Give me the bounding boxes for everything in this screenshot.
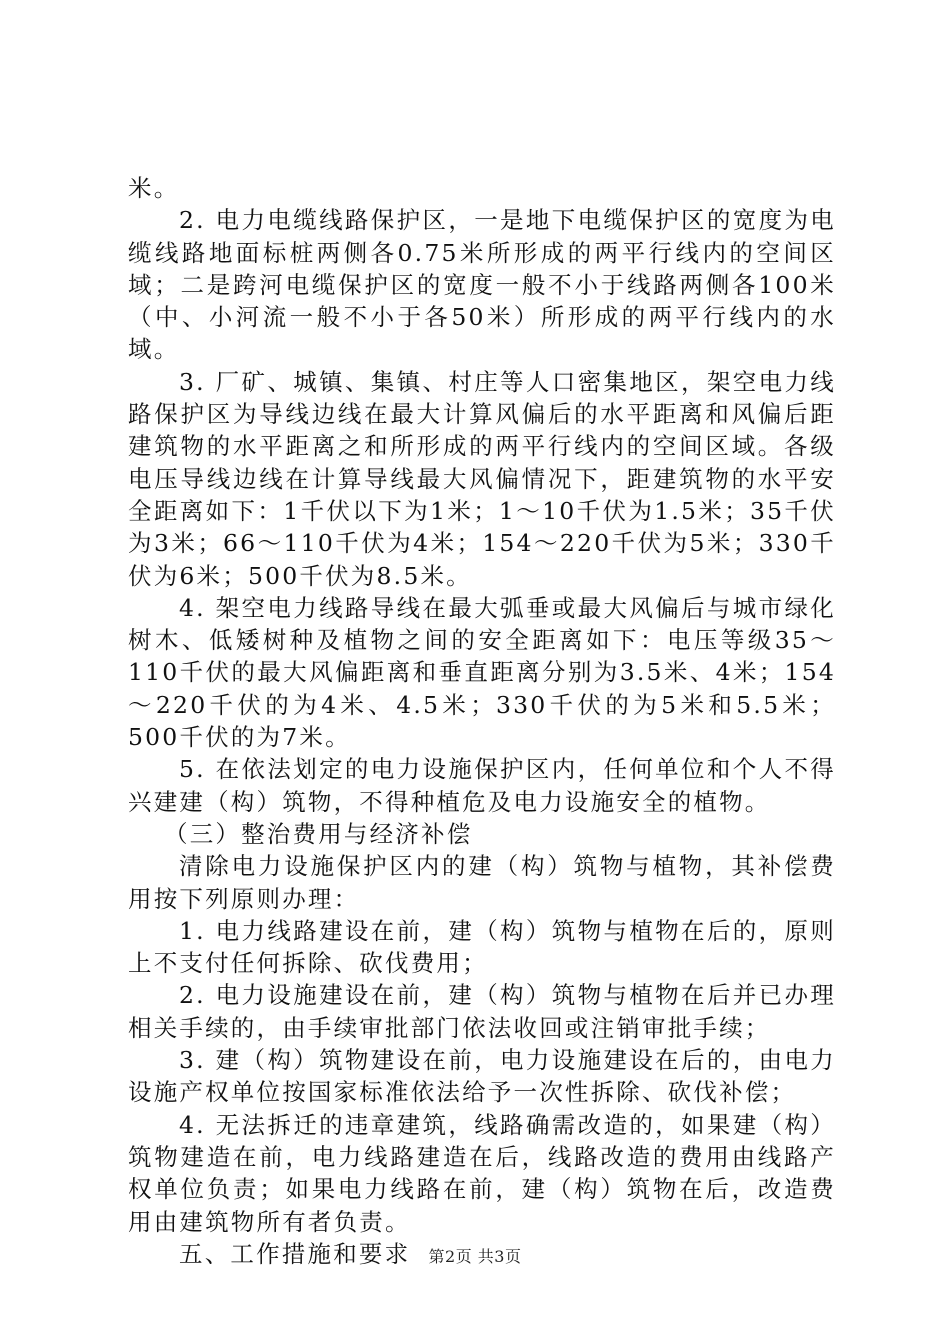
paragraph-rule-4: 4. 无法拆迁的违章建筑，线路确需改造的，如果建（构）筑物建造在前，电力线路建造在后，线路改造的费用由线路产权单位负责；如果电力线路在前，建（构）筑物在后，改造费用由建筑物所有者负责。 xyxy=(128,1110,836,1236)
paragraph-cable-protection: 2. 电力电缆线路保护区，一是地下电缆保护区的宽度为电缆线路地面标桩两侧各0.75米所形成的两平行线内的空间区域；二是跨河电缆保护区的宽度一般不小于线路两侧各100米（中、小河流一般不小于各50米）所形成的两平行线内的水域。 xyxy=(128,206,836,364)
paragraph-rule-2: 2. 电力设施建设在前，建（构）筑物与植物在后并已办理相关手续的，由手续审批部门依法收回或注销审批手续； xyxy=(128,981,836,1042)
paragraph-tree-distance: 4. 架空电力线路导线在最大弧垂或最大风偏后与城市绿化树木、低矮树种及植物之间的安全距离如下：电压等级35～110千伏的最大风偏距离和垂直距离分别为3.5米、4米；154～220千伏的为4米、4.5米；330千伏的为5米和5.5米；500千伏的为7米。 xyxy=(128,593,836,752)
section-heading-measures: 五、工作措施和要求 xyxy=(179,1239,411,1268)
document-body xyxy=(128,172,836,1270)
paragraph-rule-1: 1. 电力线路建设在前，建（构）筑物与植物在后的，原则上不支付任何拆除、砍伐费用； xyxy=(128,916,836,978)
paragraph-prohibition: 5. 在依法划定的电力设施保护区内，任何单位和个人不得兴建建（构）筑物，不得种植危及电力设施安全的植物。 xyxy=(128,755,836,816)
paragraph-continuation: 米。 xyxy=(128,174,180,202)
paragraph-compensation-intro: 清除电力设施保护区内的建（构）筑物与植物，其补偿费用按下列原则办理： xyxy=(128,852,836,913)
paragraph-rule-3: 3. 建（构）筑物建设在前，电力设施建设在后的，由电力设施产权单位按国家标准依法给予一次性拆除、砍伐补偿； xyxy=(128,1046,836,1107)
page-number-footer: 第2页 共3页 xyxy=(428,1247,522,1266)
section-heading-compensation: （三）整治费用与经济补偿 xyxy=(164,819,473,848)
paragraph-dense-area-distance: 3. 厂矿、城镇、集镇、村庄等人口密集地区，架空电力线路保护区为导线边线在最大计算风偏后的水平距离和风偏后距建筑物的水平距离之和所形成的两平行线内的空间区域。各级电压导线边线在计算导线最大风偏情况下，距建筑物的水平安全距离如下：1千伏以下为1米；1～10千伏为1.5米；35千伏为3米；66～110千伏为4米；154～220千伏为5米；330千伏为6米；500千伏为8.5米。 xyxy=(128,367,836,590)
